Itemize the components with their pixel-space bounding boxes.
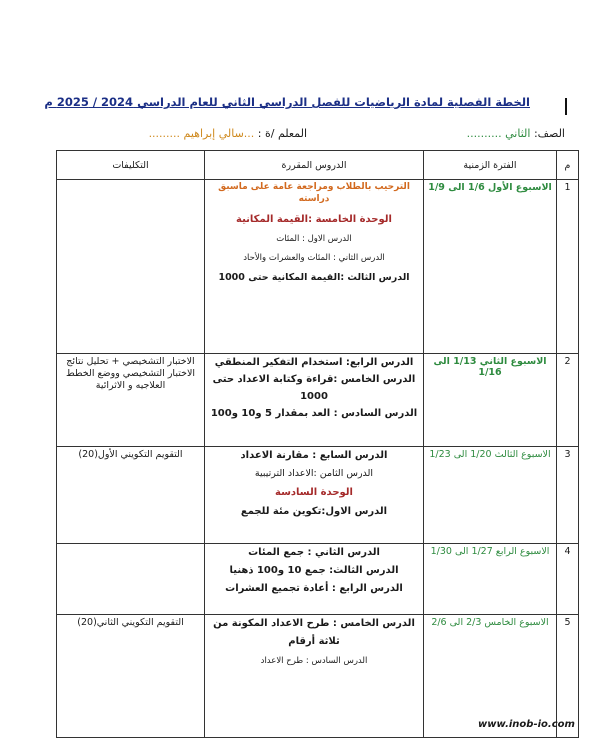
header-tasks: التكليفات — [57, 151, 205, 180]
lesson-line: الدرس الرابع : أعادة تجميع العشرات — [225, 583, 403, 594]
lesson-line: ثلاثة أرقام — [288, 636, 340, 647]
row-lessons — [205, 354, 424, 447]
lesson-line: الدرس الاول : المئات — [276, 234, 352, 245]
row-lessons — [205, 544, 424, 615]
table-header-row — [57, 151, 579, 180]
row-tasks: التقويم التكويني الأول(20) — [57, 447, 205, 544]
lesson-line: الدرس الرابع: استخدام التفكير المنطقي — [214, 357, 414, 368]
header-lessons: الدروس المقررة — [205, 151, 424, 180]
lesson-line: الدرس الثامن :الاعداد الترتيبية — [254, 468, 374, 479]
grade-value: الثاني .......... — [466, 127, 534, 140]
lesson-line: الدرس الثالث :القيمة المكانية حتى 1000 — [218, 272, 410, 284]
row-period: الاسبوع الثالث 1/20 الى 1/23 — [424, 447, 557, 544]
lesson-line: 1000 — [300, 391, 328, 402]
lesson-line: الدرس الثاني : جمع المئات — [248, 547, 380, 558]
lesson-line: الدرس السابع : مقارنة الاعداد — [240, 450, 388, 461]
lesson-line: الدرس الثاني : المئات والعشرات والأحاد — [243, 253, 385, 264]
lesson-line: الدرس الاول:تكوين مئة للجمع — [240, 506, 388, 518]
teacher-value: ...سالي إبراهيم ......... — [148, 127, 255, 140]
row-tasks: التقويم التكويني الثاني(20) — [57, 615, 205, 738]
plan-table — [56, 150, 579, 738]
grade-label: الصف: — [533, 127, 565, 140]
row-num: 1 — [557, 180, 579, 354]
row-period: الاسبوع الأول 1/6 الى 1/9 — [424, 180, 557, 354]
header-num: م — [557, 151, 579, 180]
meta-row — [55, 127, 565, 145]
teacher-field — [149, 127, 307, 140]
header-period: الفترة الزمنية — [424, 151, 557, 180]
lesson-line: الدرس السادس : طرح الاعداد — [260, 656, 368, 666]
row-lessons — [205, 180, 424, 354]
unit-title: الوحدة الخامسة :القيمة المكانية — [236, 214, 392, 226]
table-row — [57, 544, 579, 615]
teacher-label: المعلم /ة : — [254, 127, 307, 140]
row-period: الاسبوع الخامس 2/3 الى 2/6 — [424, 615, 557, 738]
row-num: 5 — [557, 615, 579, 738]
row-num: 2 — [557, 354, 579, 447]
lesson-line: الدرس الخامس :قراءة وكتابة الاعداد حتى — [212, 374, 416, 385]
row-period: الاسبوع الرابع 1/27 الى 1/30 — [424, 544, 557, 615]
lesson-line: الدرس الثالث: جمع 10 و100 ذهنيا — [229, 565, 399, 576]
table-row — [57, 354, 579, 447]
lesson-line: الدرس الخامس : طرح الاعداد المكونة من — [213, 618, 415, 629]
lesson-line: الترحيب بالطلاب ومراجعة عامة على ماسبق دراسته — [218, 182, 410, 204]
row-tasks — [57, 180, 205, 354]
site-watermark: www.inob-io.com — [478, 719, 575, 730]
table-row — [57, 447, 579, 544]
grade-field — [467, 127, 565, 140]
unit-title: الوحدة السادسة — [275, 487, 353, 499]
lesson-line: الدرس السادس : العد بمقدار 5 و10 و100 — [210, 408, 418, 419]
plan-title: الخطة الفصلية لمادة الرياضيات للفصل الدراسي الثاني للعام الدراسي 2024 / 2025 م — [44, 95, 530, 109]
row-lessons — [205, 447, 424, 544]
table-row — [57, 180, 579, 354]
row-tasks — [57, 544, 205, 615]
row-num: 3 — [557, 447, 579, 544]
row-lessons — [205, 615, 424, 738]
row-period: الاسبوع الثاني 1/13 الى 1/16 — [424, 354, 557, 447]
row-tasks: الاختبار التشخيصي + تحليل نتائج الاختبار التشخيصي ووضع الخطط العلاجيه و الاثرائية — [57, 354, 205, 447]
text-cursor-mark — [565, 98, 567, 115]
row-num: 4 — [557, 544, 579, 615]
